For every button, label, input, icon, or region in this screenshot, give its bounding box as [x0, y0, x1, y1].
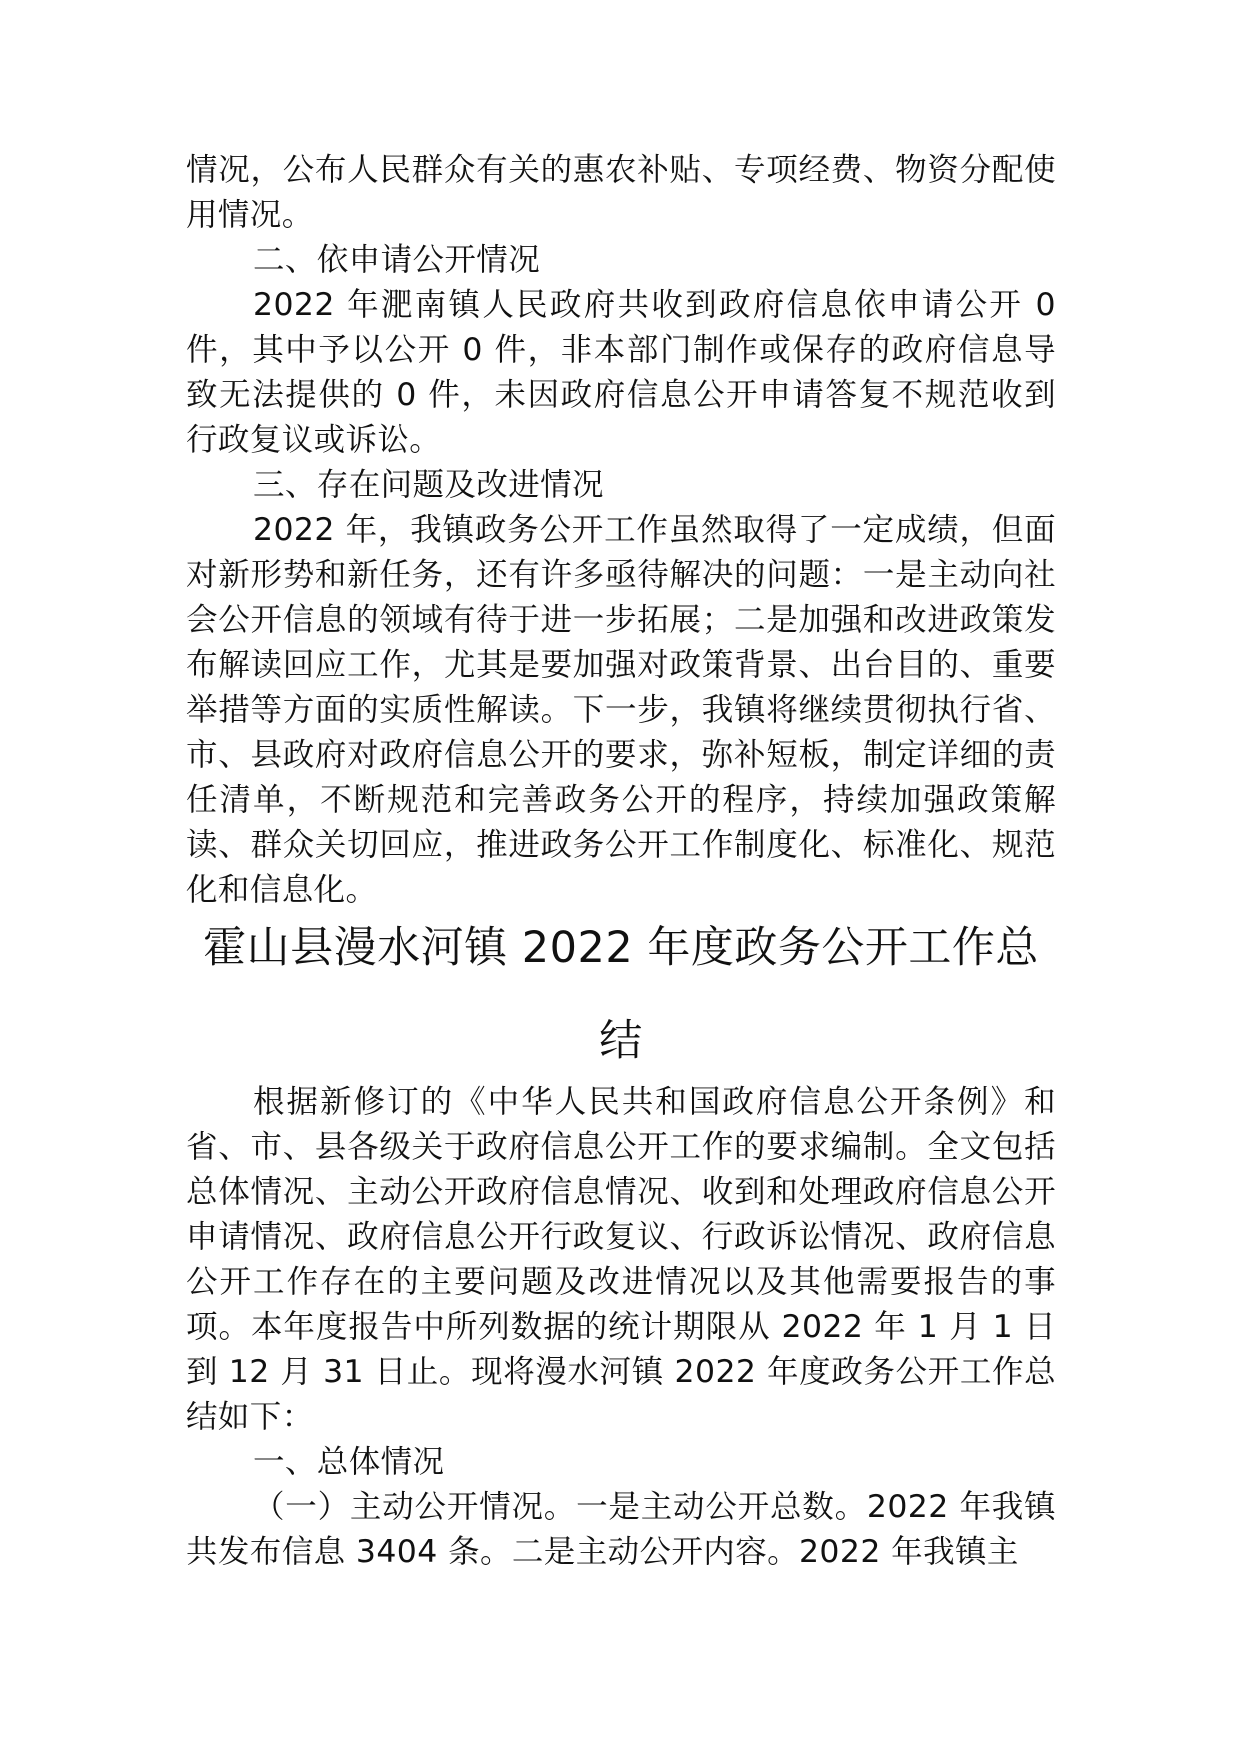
section-heading-application: 二、依申请公开情况	[253, 242, 541, 278]
document-page	[186, 148, 1056, 1575]
paragraph-intro: 根据新修订的《中华人民共和国政府信息公开条例》和省、市、县各级关于政府信息公开工作的要求编制。全文包括总体情况、主动公开政府信息情况、收到和处理政府信息公开申请情况、政府信息公开行政复议、行政诉讼情况、政府信息公开工作存在的主要问题及改进情况以及其他需要报告的事项。本年度报告中所列数据的统计期限从 2022 年 1 月 1 日到 12 月 31 日止。现将漫水河镇 2022 年度政务公开工作总结如下：	[186, 1084, 1056, 1435]
document-title-line1: 霍山县漫水河镇 2022 年度政务公开工作总	[203, 923, 1039, 973]
document-title-line2: 结	[599, 1016, 643, 1066]
section-heading-problems: 三、存在问题及改进情况	[253, 467, 604, 503]
paragraph-continuation: 情况，公布人民群众有关的惠农补贴、专项经费、物资分配使用情况。	[186, 152, 1056, 233]
paragraph-problems: 2022 年，我镇政务公开工作虽然取得了一定成绩，但面对新形势和新任务，还有许多亟待解决的问题：一是主动向社会公开信息的领域有待于进一步拓展；二是加强和改进政策发布解读回应工作，尤其是要加强对政策背景、出台目的、重要举措等方面的实质性解读。下一步，我镇将继续贯彻执行省、市、县政府对政府信息公开的要求，弥补短板，制定详细的责任清单，不断规范和完善政务公开的程序，持续加强政策解读、群众关切回应，推进政务公开工作制度化、标准化、规范化和信息化。	[186, 512, 1056, 908]
section-heading-overall: 一、总体情况	[253, 1444, 445, 1480]
title-spacer	[186, 1072, 1056, 1080]
paragraph-application: 2022 年淝南镇人民政府共收到政府信息依申请公开 0 件，其中予以公开 0 件，非本部门制作或保存的政府信息导致无法提供的 0 件，未因政府信息公开申请答复不规范收到行政复议或诉讼。	[186, 287, 1056, 458]
document-title	[186, 917, 1056, 1072]
paragraph-overall: （一）主动公开情况。一是主动公开总数。2022 年我镇共发布信息 3404 条。二是主动公开内容。2022 年我镇主	[186, 1489, 1056, 1570]
